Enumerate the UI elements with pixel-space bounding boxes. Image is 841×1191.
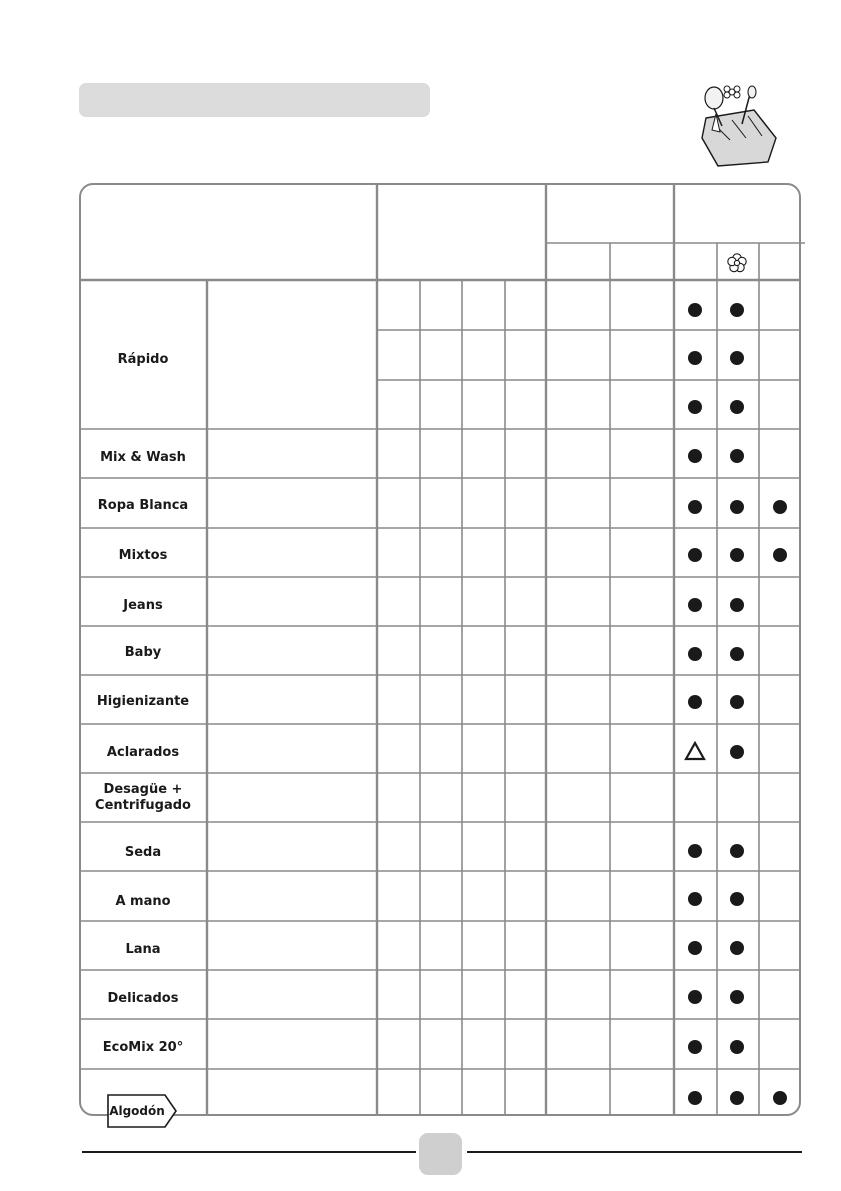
dispenser-dot [688, 449, 702, 463]
footer-line-right [467, 1151, 802, 1153]
dispenser-dot [688, 647, 702, 661]
dispenser-dot [730, 647, 744, 661]
dispenser-dot [688, 1040, 702, 1054]
detergent-drawer-icon [692, 80, 780, 168]
dispenser-dot [730, 500, 744, 514]
dispenser-dot [688, 351, 702, 365]
dispenser-dot [730, 990, 744, 1004]
program-label: Higienizante [96, 694, 190, 709]
program-label: Seda [124, 845, 162, 860]
dispenser-dot [688, 303, 702, 317]
program-label: Mixtos [118, 548, 168, 563]
program-label: Baby [124, 645, 162, 660]
dispenser-dot [730, 695, 744, 709]
section-title-bar [79, 83, 430, 117]
dispenser-dot [688, 892, 702, 906]
program-label: Delicados [107, 991, 179, 1006]
dispenser-dot [688, 844, 702, 858]
program-label: Aclarados [106, 745, 180, 760]
dispenser-dot [730, 844, 744, 858]
dispenser-dot [773, 548, 787, 562]
program-label: A mano [115, 894, 171, 909]
dispenser-dot [730, 598, 744, 612]
program-label: EcoMix 20° [102, 1040, 184, 1055]
program-label: Desagüe + Centrifugado [95, 782, 191, 813]
dispenser-dot [688, 400, 702, 414]
dispenser-dot [730, 400, 744, 414]
dispenser-dot [773, 1091, 787, 1105]
dispenser-dot [688, 548, 702, 562]
program-label: Mix & Wash [100, 450, 186, 465]
dispenser-dot [730, 1091, 744, 1105]
program-label: Jeans [123, 598, 163, 613]
program-label: Lana [125, 942, 161, 957]
dispenser-dot [688, 941, 702, 955]
dispenser-dot [730, 941, 744, 955]
program-label: Ropa Blanca [97, 498, 189, 513]
triangle-icon [684, 741, 706, 761]
dispenser-dot [730, 303, 744, 317]
dispenser-dot [730, 548, 744, 562]
dispenser-dot [730, 449, 744, 463]
footer-line-left [82, 1151, 416, 1153]
page-number-tab [419, 1133, 462, 1175]
dispenser-dot [688, 500, 702, 514]
dispenser-dot [773, 500, 787, 514]
program-label-algodon: Algodón [109, 1104, 165, 1118]
dispenser-dot [688, 598, 702, 612]
program-label: Rápido [117, 352, 169, 367]
dispenser-dot [688, 990, 702, 1004]
dispenser-dot [688, 1091, 702, 1105]
dispenser-dot [688, 695, 702, 709]
dispenser-dot [730, 892, 744, 906]
dispenser-dot [730, 351, 744, 365]
dispenser-dot [730, 1040, 744, 1054]
dispenser-dot [730, 745, 744, 759]
